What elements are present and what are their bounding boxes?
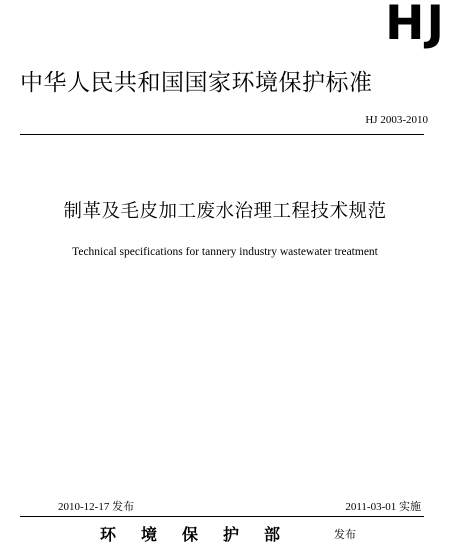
hj-logo: HJ [385, 0, 446, 51]
implementation-date: 2011-03-01 实施 [345, 501, 421, 513]
standard-title: 中华人民共和国国家环境保护标准 [20, 70, 373, 96]
document-title-chinese: 制革及毛皮加工废水治理工程技术规范 [63, 201, 387, 222]
bottom-divider [20, 516, 424, 517]
issuing-authority-suffix: 发布 [334, 528, 356, 541]
issuing-authority: 环境保护部 [100, 525, 306, 544]
issue-date: 2010-12-17 发布 [58, 501, 135, 513]
document-title-english: Technical specifications for tannery industry wastewater treatment [72, 246, 378, 258]
top-divider [20, 134, 424, 135]
standard-number: HJ 2003-2010 [365, 114, 428, 126]
